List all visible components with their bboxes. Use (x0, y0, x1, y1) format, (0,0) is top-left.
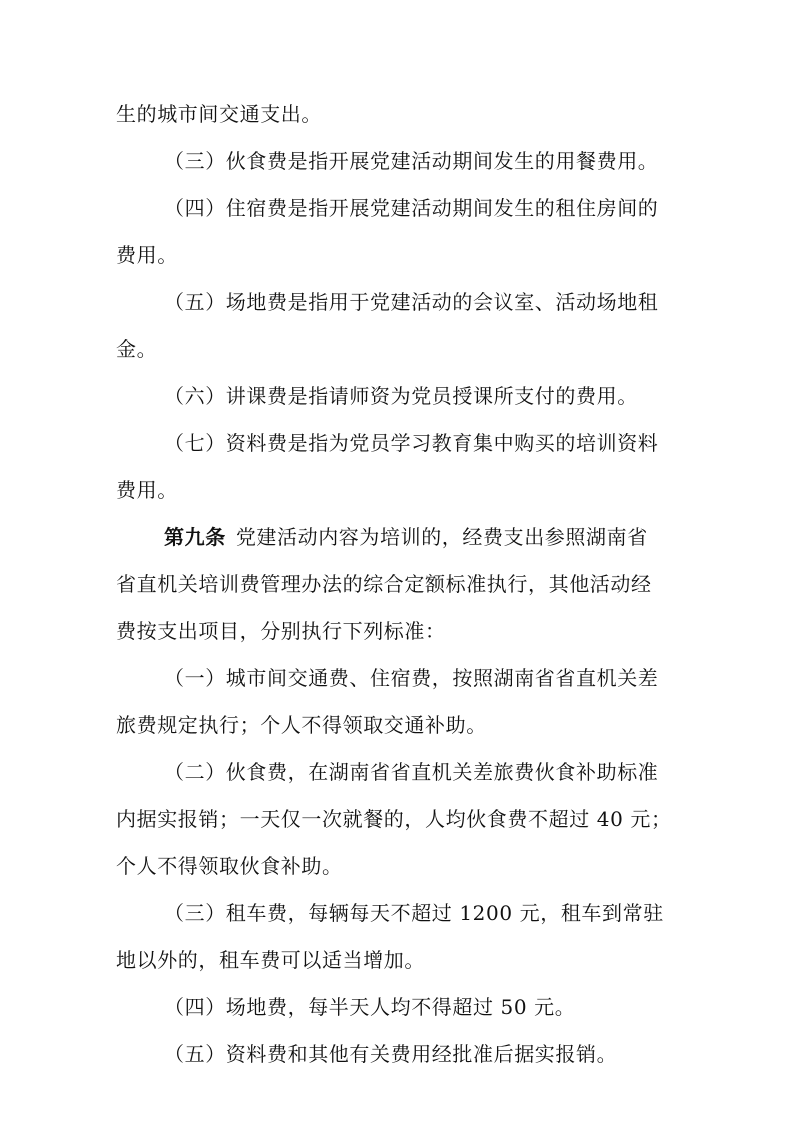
paragraph-line: （六）讲课费是指请师资为党员授课所支付的费用。 (164, 384, 638, 408)
paragraph-line: （五）资料费和其他有关费用经批准后据实报销。 (164, 1042, 618, 1066)
article-line (164, 517, 676, 557)
paragraph-line: （五）场地费是指用于党建活动的会议室、活动场地租 (164, 290, 659, 314)
paragraph-line: 地以外的，租车费可以适当增加。 (116, 948, 425, 972)
paragraph-line: 生的城市间交通支出。 (116, 102, 322, 126)
paragraph-line: （一）城市间交通费、住宿费，按照湖南省省直机关差 (164, 666, 659, 690)
paragraph-line: （二）伙食费，在湖南省省直机关差旅费伙食补助标准 (164, 760, 659, 784)
article-text: 党建活动内容为培训的，经费支出参照湖南省 (235, 525, 648, 549)
paragraph-line: 费用。 (116, 243, 178, 267)
paragraph-line: （四）住宿费是指开展党建活动期间发生的租住房间的 (164, 196, 659, 220)
paragraph-line: （七）资料费是指为党员学习教育集中购买的培训资料 (164, 431, 659, 455)
paragraph-line: 旅费规定执行；个人不得领取交通补助。 (116, 713, 487, 737)
paragraph-line: 个人不得领取伙食补助。 (116, 854, 343, 878)
paragraph-line: （四）场地费，每半天人均不得超过 50 元。 (164, 995, 576, 1019)
paragraph-line: 省直机关培训费管理办法的综合定额标准执行，其他活动经 (116, 572, 652, 596)
paragraph-line: 费用。 (116, 478, 178, 502)
paragraph-line: （三）伙食费是指开展党建活动期间发生的用餐费用。 (164, 149, 659, 173)
paragraph-line: 费按支出项目，分别执行下列标准： (116, 619, 446, 643)
paragraph-line: 内据实报销；一天仅一次就餐的，人均伙食费不超过 40 元； (116, 807, 672, 831)
paragraph-line: 金。 (116, 337, 158, 361)
paragraph-line: （三）租车费，每辆每天不超过 1200 元，租车到常驻 (164, 901, 664, 925)
article-number: 第九条 (164, 525, 226, 549)
